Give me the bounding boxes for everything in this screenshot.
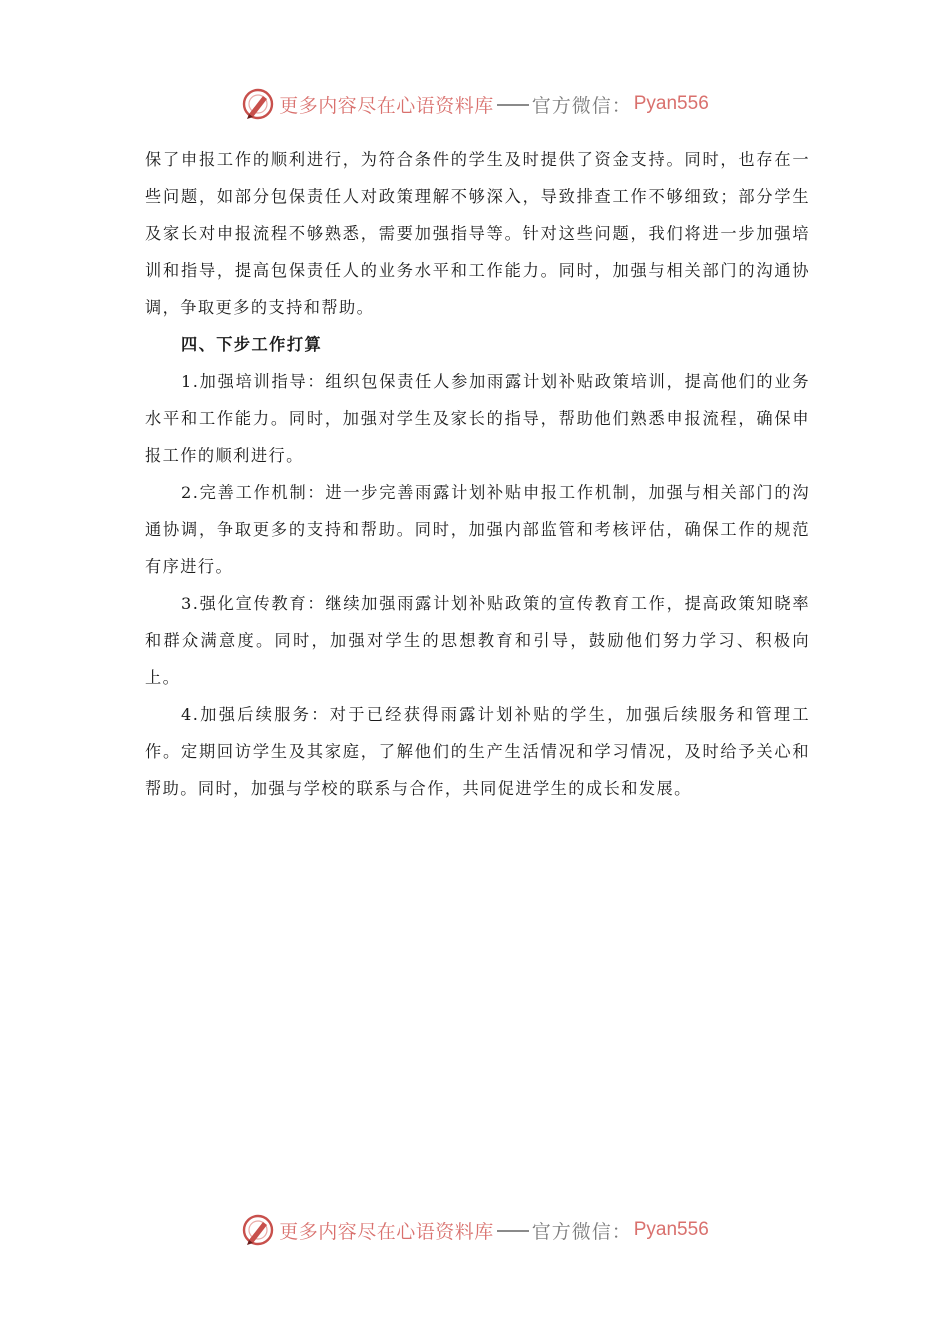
contact-label: 官方微信： xyxy=(531,1220,632,1243)
contact-id: Pyan556 xyxy=(633,1219,709,1240)
paragraph-continuation: 保了申报工作的顺利进行，为符合条件的学生及时提供了资金支持。同时，也存在一些问题，如部分包保责任人对政策理解不够深入，导致排查工作不够细致；部分学生及家长对申报流程不够熟悉，需要加强指导等。针对这些问题，我们将进一步加强培训和指导，提高包保责任人的业务水平和工作能力。同时，加强与相关部门的沟通协调，争取更多的支持和帮助。 xyxy=(145,150,810,317)
contact-label: 官方微信： xyxy=(531,94,632,117)
brand-text: 更多内容尽在心语资料库 xyxy=(279,94,494,117)
pen-circle-icon xyxy=(241,1213,275,1247)
footer-banner xyxy=(0,1210,950,1250)
section-heading: 四、下步工作打算 xyxy=(181,335,323,354)
list-item-followup: 4.加强后续服务：对于已经获得雨露计划补贴的学生，加强后续服务和管理工作。定期回访学生及其家庭，了解他们的生产生活情况和学习情况，及时给予关心和帮助。同时，加强与学校的联系与合作，共同促进学生的成长和发展。 xyxy=(145,705,810,798)
header-banner xyxy=(0,84,950,124)
brand-text: 更多内容尽在心语资料库 xyxy=(279,1220,494,1243)
list-item-training: 1.加强培训指导：组织包保责任人参加雨露计划补贴政策培训，提高他们的业务水平和工作能力。同时，加强对学生及家长的指导，帮助他们熟悉申报流程，确保申报工作的顺利进行。 xyxy=(145,372,810,465)
document-body xyxy=(145,141,810,807)
list-item-publicity: 3.强化宣传教育：继续加强雨露计划补贴政策的宣传教育工作，提高政策知晓率和群众满意度。同时，加强对学生的思想教育和引导，鼓励他们努力学习、积极向上。 xyxy=(145,594,810,687)
banner-dash xyxy=(497,1230,529,1232)
pen-circle-icon xyxy=(241,87,275,121)
contact-id: Pyan556 xyxy=(633,93,709,114)
banner-dash xyxy=(497,104,529,106)
list-item-mechanism: 2.完善工作机制：进一步完善雨露计划补贴申报工作机制，加强与相关部门的沟通协调，争取更多的支持和帮助。同时，加强内部监管和考核评估，确保工作的规范有序进行。 xyxy=(145,483,810,576)
